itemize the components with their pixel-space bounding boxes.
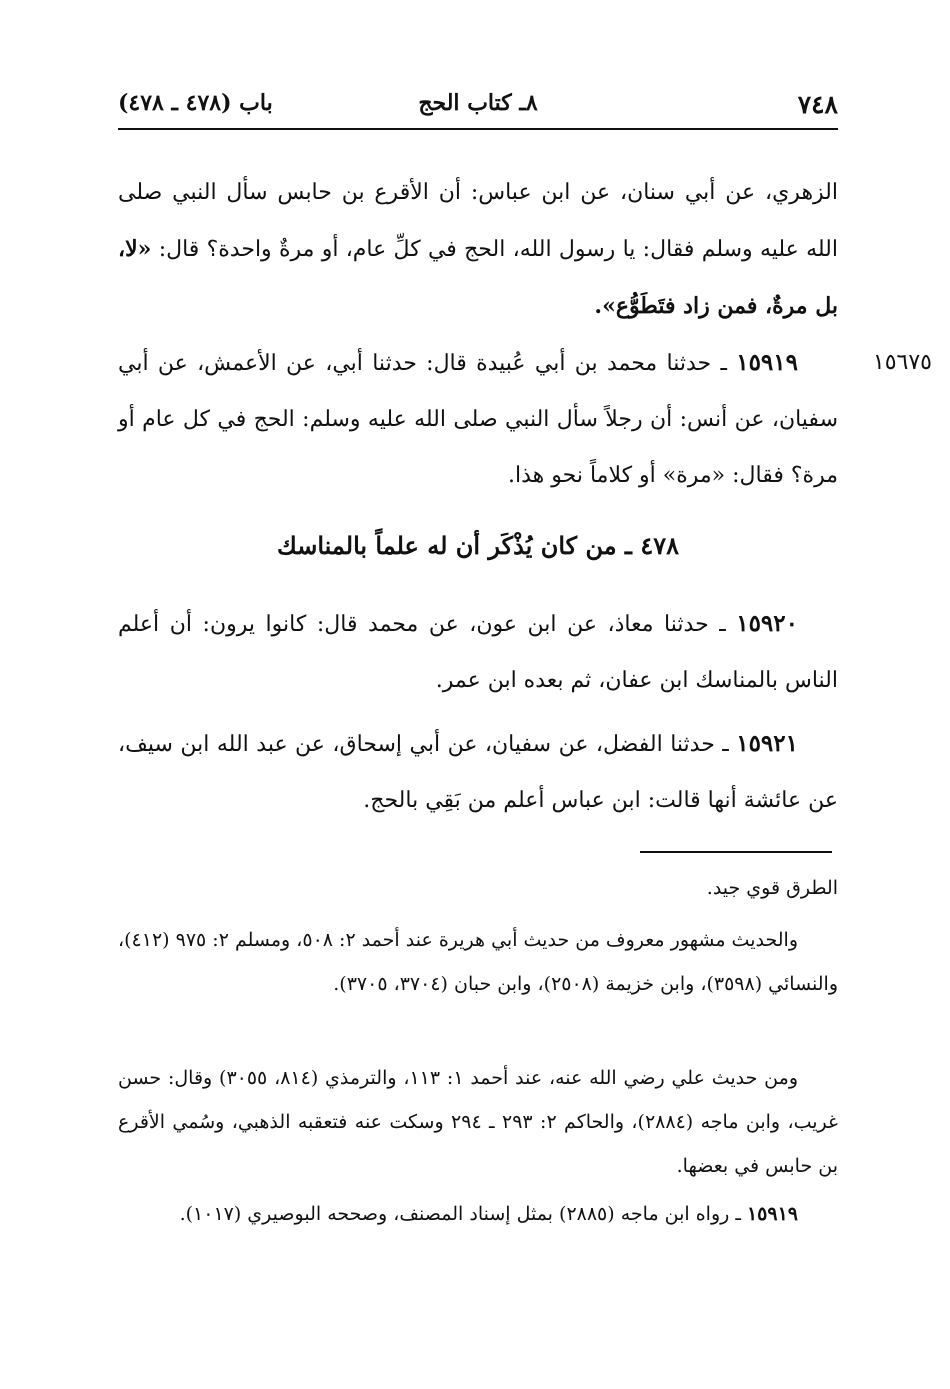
hadith-number: ١٥٩١٩	[736, 349, 798, 376]
footnote-4	[118, 1192, 838, 1236]
footnote-divider	[640, 851, 832, 853]
hadith-15921	[118, 716, 838, 829]
hadith-text: ـ حدثنا الفضل، عن سفيان، عن أبي إسحاق، عن عبد الله ابن سيف، عن عائشة أنها قالت: ابن عباس أعلم من بَقِي بالحج.	[118, 732, 838, 813]
footnote-2	[118, 918, 838, 1006]
hadith-text: ـ حدثنا محمد بن أبي عُبيدة قال: حدثنا أبي، عن الأعمش، عن أبي سفيان، عن أنس: أن رجلاً سأل النبي صلى الله عليه وسلم: الحج في كل عام أو مرة؟ فقال: «مرة» أو كلاماً نحو هذا.	[118, 351, 838, 488]
book-title: ٨ـ كتاب الحج	[418, 90, 538, 116]
hadith-15920	[118, 596, 838, 709]
hadith-number: ١٥٩٢٠	[736, 610, 798, 637]
footnote-3	[118, 1056, 838, 1188]
footnote-text: ومن حديث علي رضي الله عنه، عند أحمد ١: ١١٣، والترمذي (٨١٤، ٣٠٥٥) وقال: حسن غريب، وابن ماجه (٢٨٨٤)، والحاكم ٢: ٢٩٣ ـ ٢٩٤ وسكت عنه فتعقبه الذهبي، وسُمي الأقرع بن حابس في بعضها.	[118, 1067, 838, 1177]
margin-reference-number: ١٥٦٧٥	[872, 350, 932, 375]
paragraph-continuation	[118, 165, 838, 335]
running-header	[118, 88, 838, 130]
footnote-text: ـ رواه ابن ماجه (٢٨٨٥) بمثل إسناد المصنف، وصححه البوصيري (١٠١٧).	[179, 1203, 747, 1225]
footnote-text: الطرق قوي جيد.	[706, 877, 838, 899]
footnote-text: والحديث مشهور معروف من حديث أبي هريرة عند أحمد ٢: ٥٠٨، ومسلم ٢: ٩٧٥ (٤١٢)، والنسائي (٣٥٩٨)، وابن خزيمة (٢٥٠٨)، وابن حبان (٣٧٠٤، ٣٧٠٥).	[118, 929, 838, 995]
page-number: ٧٤٨	[797, 90, 838, 119]
footnote-hadith-number: ١٥٩١٩	[746, 1203, 798, 1225]
section-heading: ٤٧٨ ـ من كان يُذْكَر أن له علماً بالمناسك	[277, 531, 679, 560]
prophet-quote: «لا، بل مرةٌ، فمن زاد فتَطَوُّع».	[118, 236, 838, 319]
hadith-number: ١٥٩٢١	[736, 730, 798, 757]
hadith-15919	[118, 335, 838, 504]
footnote-1	[118, 866, 838, 910]
paragraph-text: الزهري، عن أبي سنان، عن ابن عباس: أن الأقرع بن حابس سأل النبي صلى الله عليه وسلم فقال: يا رسول الله، الحج في كلِّ عام، أو مرةٌ واحدة؟ قال:	[118, 180, 838, 262]
hadith-text: ـ حدثنا معاذ، عن ابن عون، عن محمد قال: كانوا يرون: أن أعلم الناس بالمناسك ابن عفان، ثم بعده ابن عمر.	[118, 612, 838, 693]
chapter-range: باب (٤٧٨ ـ ٤٧٨)	[118, 90, 273, 116]
